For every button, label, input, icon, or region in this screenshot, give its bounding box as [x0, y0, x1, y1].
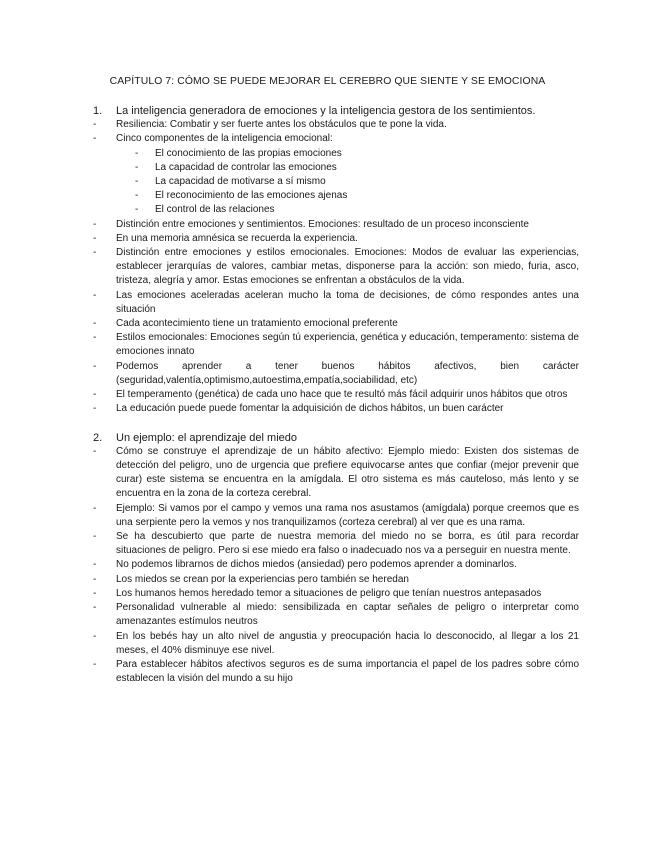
sub-list-item-text: El control de las relaciones	[155, 204, 275, 216]
list-item-text: Resiliencia: Combatir y ser fuerte antes los obstáculos que te pone la vida.	[116, 119, 447, 131]
list-item	[93, 601, 579, 629]
list-item-text: Cada acontecimiento tiene un tratamiento emocional preferente	[116, 318, 398, 330]
section-1	[93, 104, 579, 416]
list-item	[93, 630, 579, 658]
page-title: CAPÍTULO 7: CÓMO SE PUEDE MEJORAR EL CEREBRO QUE SIENTE Y SE EMOCIONA	[109, 76, 546, 87]
bullet-dash: -	[93, 133, 97, 145]
list-item	[93, 445, 579, 502]
sub-list-item-text: El conocimiento de las propias emociones	[155, 147, 342, 159]
bullet-dash: -	[135, 161, 139, 173]
bullet-dash: -	[93, 318, 97, 330]
sub-list-item-text: La capacidad de controlar las emociones	[155, 161, 337, 173]
list-item	[93, 218, 579, 232]
bullet-dash: -	[135, 147, 139, 159]
bullet-dash: -	[93, 445, 97, 457]
list-item-text: Personalidad vulnerable al miedo: sensibilizada en captar señales de peligro o interpretar como amenazantes estímulos neutros	[116, 602, 579, 628]
bullet-dash: -	[93, 218, 97, 230]
section-heading	[93, 104, 579, 118]
list-item	[93, 402, 579, 416]
sub-list-item	[93, 161, 579, 175]
list-item	[93, 232, 579, 246]
list-item-text: Distinción entre emociones y sentimientos. Emociones: resultado de un proceso inconsciente	[116, 218, 529, 230]
bullet-dash: -	[135, 204, 139, 216]
bullet-dash: -	[93, 403, 97, 415]
sub-list-item	[93, 175, 579, 189]
list-item-text: El temperamento (genética) de cada uno hace que te resultó más fácil adquirir unos hábitos que otros	[116, 389, 568, 401]
list-item	[93, 289, 579, 317]
section-number: 2.	[93, 431, 103, 444]
bullet-dash: -	[93, 332, 97, 344]
bullet-dash: -	[93, 531, 97, 543]
list-item-text: Distinción entre emociones y estilos emocionales. Emociones: Modos de evaluar las experiencias, establecer jerarquías de valores, cambiar metas, disponerse para la acción: son miedo, furia, asco, tristeza, alegría y amor. Estas emociones se enfrentan a obstáculos de la vida.	[116, 247, 579, 287]
bullet-dash: -	[93, 559, 97, 571]
section-number: 1.	[93, 105, 103, 117]
section-gap	[93, 416, 579, 430]
list-item-text: Podemos aprender a tener buenos hábitos afectivos, bien carácter (seguridad,valentía,optimismo,autoestima,empatía,sociabilidad, etc)	[116, 360, 579, 386]
bullet-dash: -	[93, 289, 97, 301]
bullet-dash: -	[93, 602, 97, 614]
list-item	[93, 502, 579, 530]
list-item-text: No podemos librarnos de dichos miedos (ansiedad) pero podemos aprender a dominarlos.	[116, 559, 517, 571]
section-heading-text: La inteligencia generadora de emociones y la inteligencia gestora de los sentimientos.	[116, 105, 536, 117]
bullet-dash: -	[93, 573, 97, 585]
sub-list-item	[93, 147, 579, 161]
bullet-dash: -	[93, 587, 97, 599]
bullet-dash: -	[135, 176, 139, 188]
list-item-text: Para establecer hábitos afectivos seguros es de suma importancia el papel de los padres sobre cómo establecen la visión del mundo a su hijo	[116, 658, 579, 685]
sub-list-item	[93, 189, 579, 203]
list-item-text: La educación puede puede fomentar la adquisición de dichos hábitos, un buen carácter	[116, 403, 504, 415]
list-item	[93, 118, 579, 132]
list-item	[93, 246, 579, 289]
bullet-dash: -	[93, 630, 97, 642]
list-item-text: En los bebés hay un alto nivel de angustia y preocupación hacia lo desconocido, al llegar a los 21 meses, el 40% disminuye ese nivel.	[116, 630, 579, 656]
bullet-dash: -	[93, 502, 97, 514]
bullet-dash: -	[93, 360, 97, 372]
list-item	[93, 317, 579, 331]
list-item-text: Ejemplo: Si vamos por el campo y vemos una rama nos asustamos (amígdala) porque creemos que es una serpiente pero la vemos y nos tranquilizamos (corteza cerebral) al ver que es una rama.	[116, 502, 579, 528]
bullet-dash: -	[93, 119, 97, 131]
section-heading	[93, 431, 579, 445]
list-item-text: Los miedos se crean por la experiencias pero también se heredan	[116, 573, 409, 585]
list-item-text: Las emociones aceleradas aceleran mucho la toma de decisiones, de cómo respondes antes una situación	[116, 289, 579, 315]
list-item-text: Cinco componentes de la inteligencia emocional:	[116, 133, 333, 145]
list-item	[93, 587, 579, 601]
list-item	[93, 360, 579, 388]
sub-list-item	[93, 203, 579, 217]
bullet-dash: -	[93, 232, 97, 244]
section-heading-text: Un ejemplo: el aprendizaje del miedo	[116, 431, 297, 444]
list-item	[93, 558, 579, 572]
list-item	[93, 331, 579, 359]
list-item	[93, 132, 579, 146]
list-item-text: Se ha descubierto que parte de nuestra memoria del miedo no se borra, es útil para recordar situaciones de peligro. Pero si ese miedo era falso o inadecuado nos va a perseguir en nuestra mente.	[116, 531, 579, 557]
list-item	[93, 530, 579, 558]
section-2	[93, 431, 579, 687]
list-item-text: Estilos emocionales: Emociones según tú experiencia, genética y educación, temperamento: sistema de emociones innato	[116, 332, 579, 358]
list-item	[93, 658, 579, 686]
bullet-dash: -	[93, 389, 97, 401]
sub-list-item-text: La capacidad de motivarse a sí mismo	[155, 176, 326, 188]
sub-list-item-text: El reconocimiento de las emociones ajenas	[155, 190, 348, 202]
bullet-dash: -	[93, 247, 97, 259]
list-item-text: Cómo se construye el aprendizaje de un hábito afectivo: Ejemplo miedo: Existen dos sistemas de detección del peligro, uno de urgencia que prefiere equivocarse antes que confiar (mejor prevenir que curar) este sistema se encuentra en la amígdala. El otro sistema es más cauteloso, más lento y se encuentra en la zona de la corteza cerebral.	[116, 445, 579, 500]
document-body	[93, 104, 579, 686]
list-item-text: Los humanos hemos heredado temor a situaciones de peligro que tenían nuestros antepasados	[116, 587, 542, 599]
list-item-text: En una memoria amnésica se recuerda la experiencia.	[116, 232, 358, 244]
list-item	[93, 573, 579, 587]
list-item	[93, 388, 579, 402]
bullet-dash: -	[93, 658, 97, 670]
bullet-dash: -	[135, 190, 139, 202]
